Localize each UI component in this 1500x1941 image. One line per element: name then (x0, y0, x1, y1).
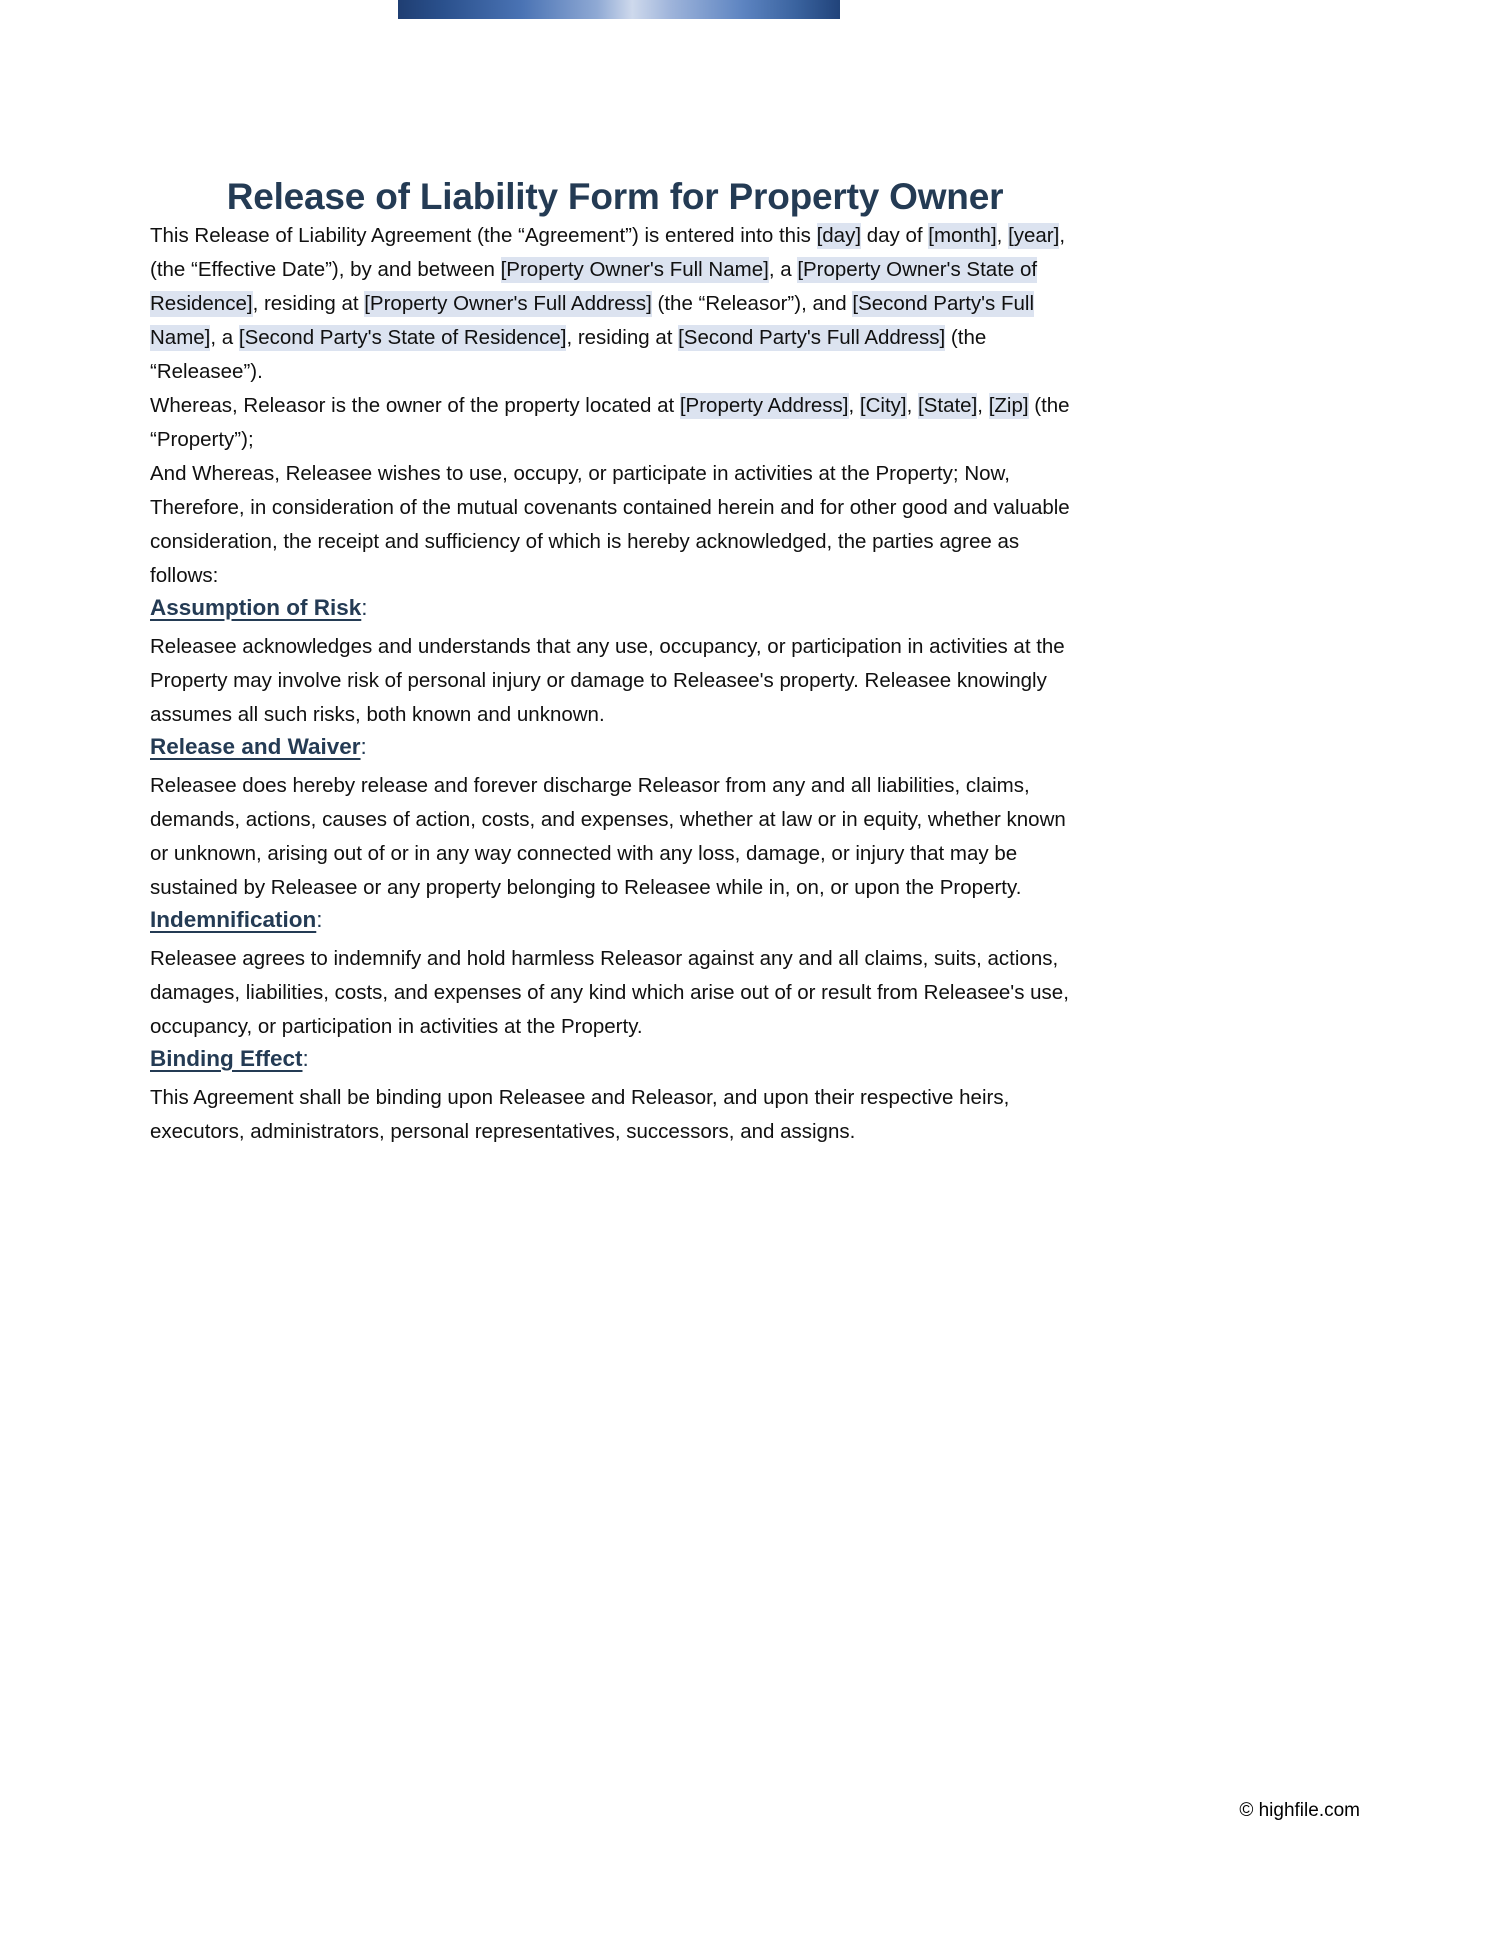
intro-text: Whereas, Releasor is the owner of the property located at (150, 393, 680, 417)
placeholder-second-party-full-address[interactable]: [Second Party's Full Address] (678, 325, 946, 349)
placeholder-property-owner-full-address[interactable]: [Property Owner's Full Address] (364, 291, 652, 315)
section-body-release-and-waiver: Releasee does hereby release and forever discharge Releasor from any and all liabilities, claims, demands, actions, causes of action, costs, and expenses, whether at law or in equity, whether known or unknown, arising out of or in any way connected with any loss, damage, or injury that may be sustained by Releasee or any property belonging to Releasee while in, on, or upon the Property. (150, 773, 1066, 899)
placeholder-property-owner-full-name[interactable]: [Property Owner's Full Name] (500, 257, 769, 281)
intro-paragraph-2 (150, 389, 1080, 457)
section-heading-colon: : (361, 594, 368, 620)
intro-text: (the “Property”); (150, 393, 1070, 451)
section-heading-colon: : (360, 733, 367, 759)
section-heading-text: Indemnification (150, 906, 317, 932)
page-title: Release of Liability Form for Property Owner (226, 176, 1004, 217)
placeholder-property-owner-state-of-residence[interactable]: [Property Owner's State of Residence] (150, 257, 1038, 315)
section-heading-text: Assumption of Risk (150, 594, 362, 620)
intro-text: , residing at (566, 325, 679, 349)
intro-text: , a (210, 325, 239, 349)
section-heading-indemnification (150, 905, 1080, 935)
intro-text: , (848, 393, 860, 417)
intro-text: (the “Releasee”). (150, 325, 987, 383)
intro-text: , (the “Effective Date”), by and between (150, 223, 1066, 281)
section-body-assumption-of-risk: Releasee acknowledges and understands that any use, occupancy, or participation in activities at the Property may involve risk of personal injury or damage to Releasee's property. Releasee knowingly assumes all such risks, both known and unknown. (150, 634, 1065, 726)
section-body-binding-effect: This Agreement shall be binding upon Releasee and Releasor, and upon their respective heirs, executors, administrators, personal representatives, successors, and assigns. (150, 1085, 1010, 1143)
section-heading-text: Binding Effect (150, 1045, 303, 1071)
placeholder-city[interactable]: [City] (859, 393, 907, 417)
section-heading-assumption-of-risk (150, 593, 1080, 623)
placeholder-month[interactable]: [month] (928, 223, 997, 247)
section-heading-release-and-waiver (150, 732, 1080, 762)
section-heading-colon: : (316, 906, 323, 932)
placeholder-year[interactable]: [year] (1008, 223, 1060, 247)
placeholder-day[interactable]: [day] (816, 223, 862, 247)
section-body-indemnification: Releasee agrees to indemnify and hold harmless Releasor against any and all claims, suits, actions, damages, liabilities, costs, and expenses of any kind which arise out of or result from Releasee's use, occupancy, or participation in activities at the Property. (150, 946, 1069, 1038)
intro-text: , (996, 223, 1009, 247)
section-heading-colon: : (302, 1045, 309, 1071)
section-heading-text: Release and Waiver (150, 733, 361, 759)
intro-text: , (906, 393, 919, 417)
placeholder-property-address[interactable]: [Property Address] (679, 393, 849, 417)
intro-paragraph-3: And Whereas, Releasee wishes to use, occupy, or participate in activities at the Property; Now, Therefore, in consideration of the mutual covenants contained herein and for other good and valuable consideration, the receipt and sufficiency of which is hereby acknowledged, the parties agree as follows: (150, 461, 1070, 587)
document-content (150, 0, 1080, 1149)
intro-text: , a (768, 257, 798, 281)
footer-copyright: © highfile.com (1239, 1800, 1360, 1821)
intro-text: , residing at (252, 291, 365, 315)
intro-text: , (977, 393, 989, 417)
intro-text: (the “Releasor”), and (651, 291, 853, 315)
section-heading-binding-effect (150, 1044, 1080, 1074)
placeholder-second-party-full-name[interactable]: [Second Party's Full Name] (150, 291, 1035, 349)
intro-text: This Release of Liability Agreement (the “Agreement”) is entered into this (150, 223, 817, 247)
placeholder-zip[interactable]: [Zip] (988, 393, 1029, 417)
placeholder-state[interactable]: [State] (918, 393, 978, 417)
intro-paragraph-1 (150, 219, 1080, 389)
placeholder-second-party-state-of-residence[interactable]: [Second Party's State of Residence] (238, 325, 567, 349)
intro-text: day of (861, 223, 929, 247)
